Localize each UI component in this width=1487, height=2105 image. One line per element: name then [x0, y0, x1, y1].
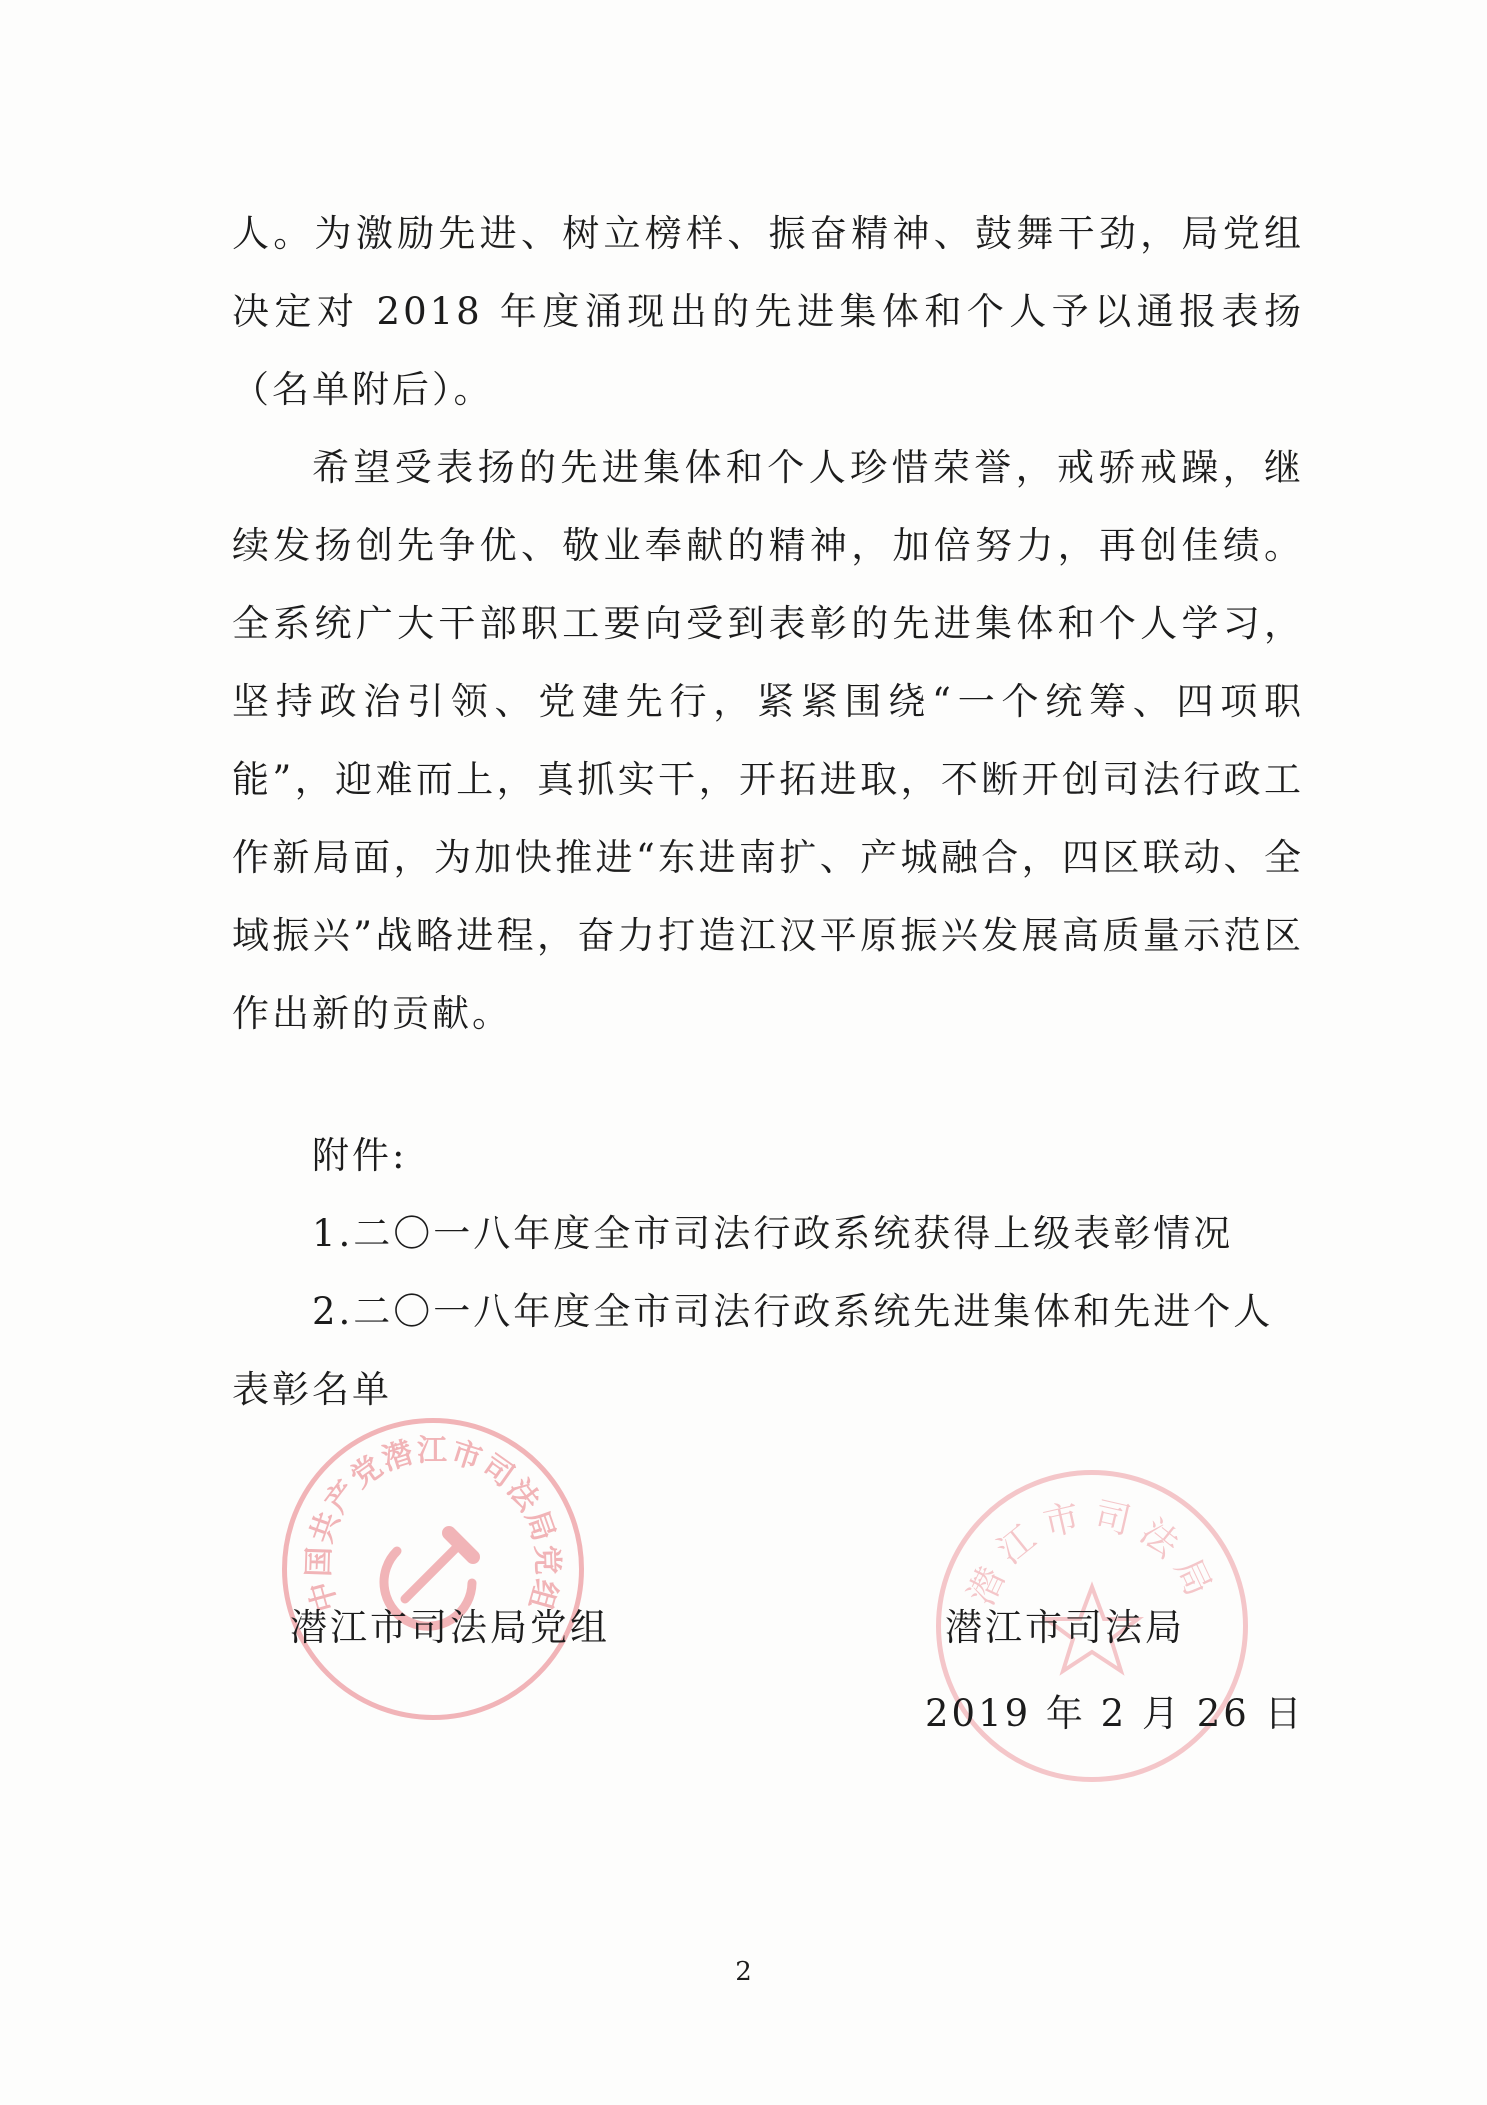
party-seal-graphic [287, 1423, 579, 1715]
signature-bureau: 潜江市司法局 [945, 1606, 1185, 1649]
document-body [232, 195, 1304, 1053]
attachments-list [232, 1195, 1304, 1429]
attachment-item-2: 2.二〇一八年度全市司法行政系统先进集体和先进个人表彰名单 [232, 1290, 1274, 1411]
svg-text:中国共产党潜江市司法局党组 [302, 1433, 565, 1615]
attachments-heading: 附件: [312, 1134, 408, 1177]
page-number: 2 [735, 1957, 752, 1987]
body-paragraph-1: 人。为激励先进、树立榜样、振奋精神、鼓舞干劲，局党组决定对 2018 年度涌现出的先进集体和个人予以通报表扬（名单附后）。 [232, 212, 1304, 411]
party-seal-text: 中国共产党潜江市司法局党组 [301, 1433, 565, 1616]
signature-party-group: 潜江市司法局党组 [290, 1606, 610, 1649]
body-paragraph-2: 希望受表扬的先进集体和个人珍惜荣誉，戒骄戒躁，继续发扬创先争优、敬业奉献的精神，加倍努力，再创佳绩。全系统广大干部职工要向受到表彰的先进集体和个人学习，坚持政治引领、党建先行，紧紧围绕“一个统筹、四项职能”，迎难而上，真抓实干，开拓进取，不断开创司法行政工作新局面，为加快推进“东进南扩、产城融合，四区联动、全域振兴”战略进程，奋力打造江汉平原振兴发展高质量示范区作出新的贡献。 [232, 446, 1304, 1035]
svg-text:潜江市司法局 [961, 1495, 1223, 1612]
attachment-item-1: 1.二〇一八年度全市司法行政系统获得上级表彰情况 [312, 1212, 1234, 1255]
signature-date: 2019 年 2 月 26 日 [925, 1692, 1305, 1735]
party-seal [282, 1418, 584, 1720]
bureau-seal-text: 潜江市司法局 [961, 1494, 1223, 1612]
